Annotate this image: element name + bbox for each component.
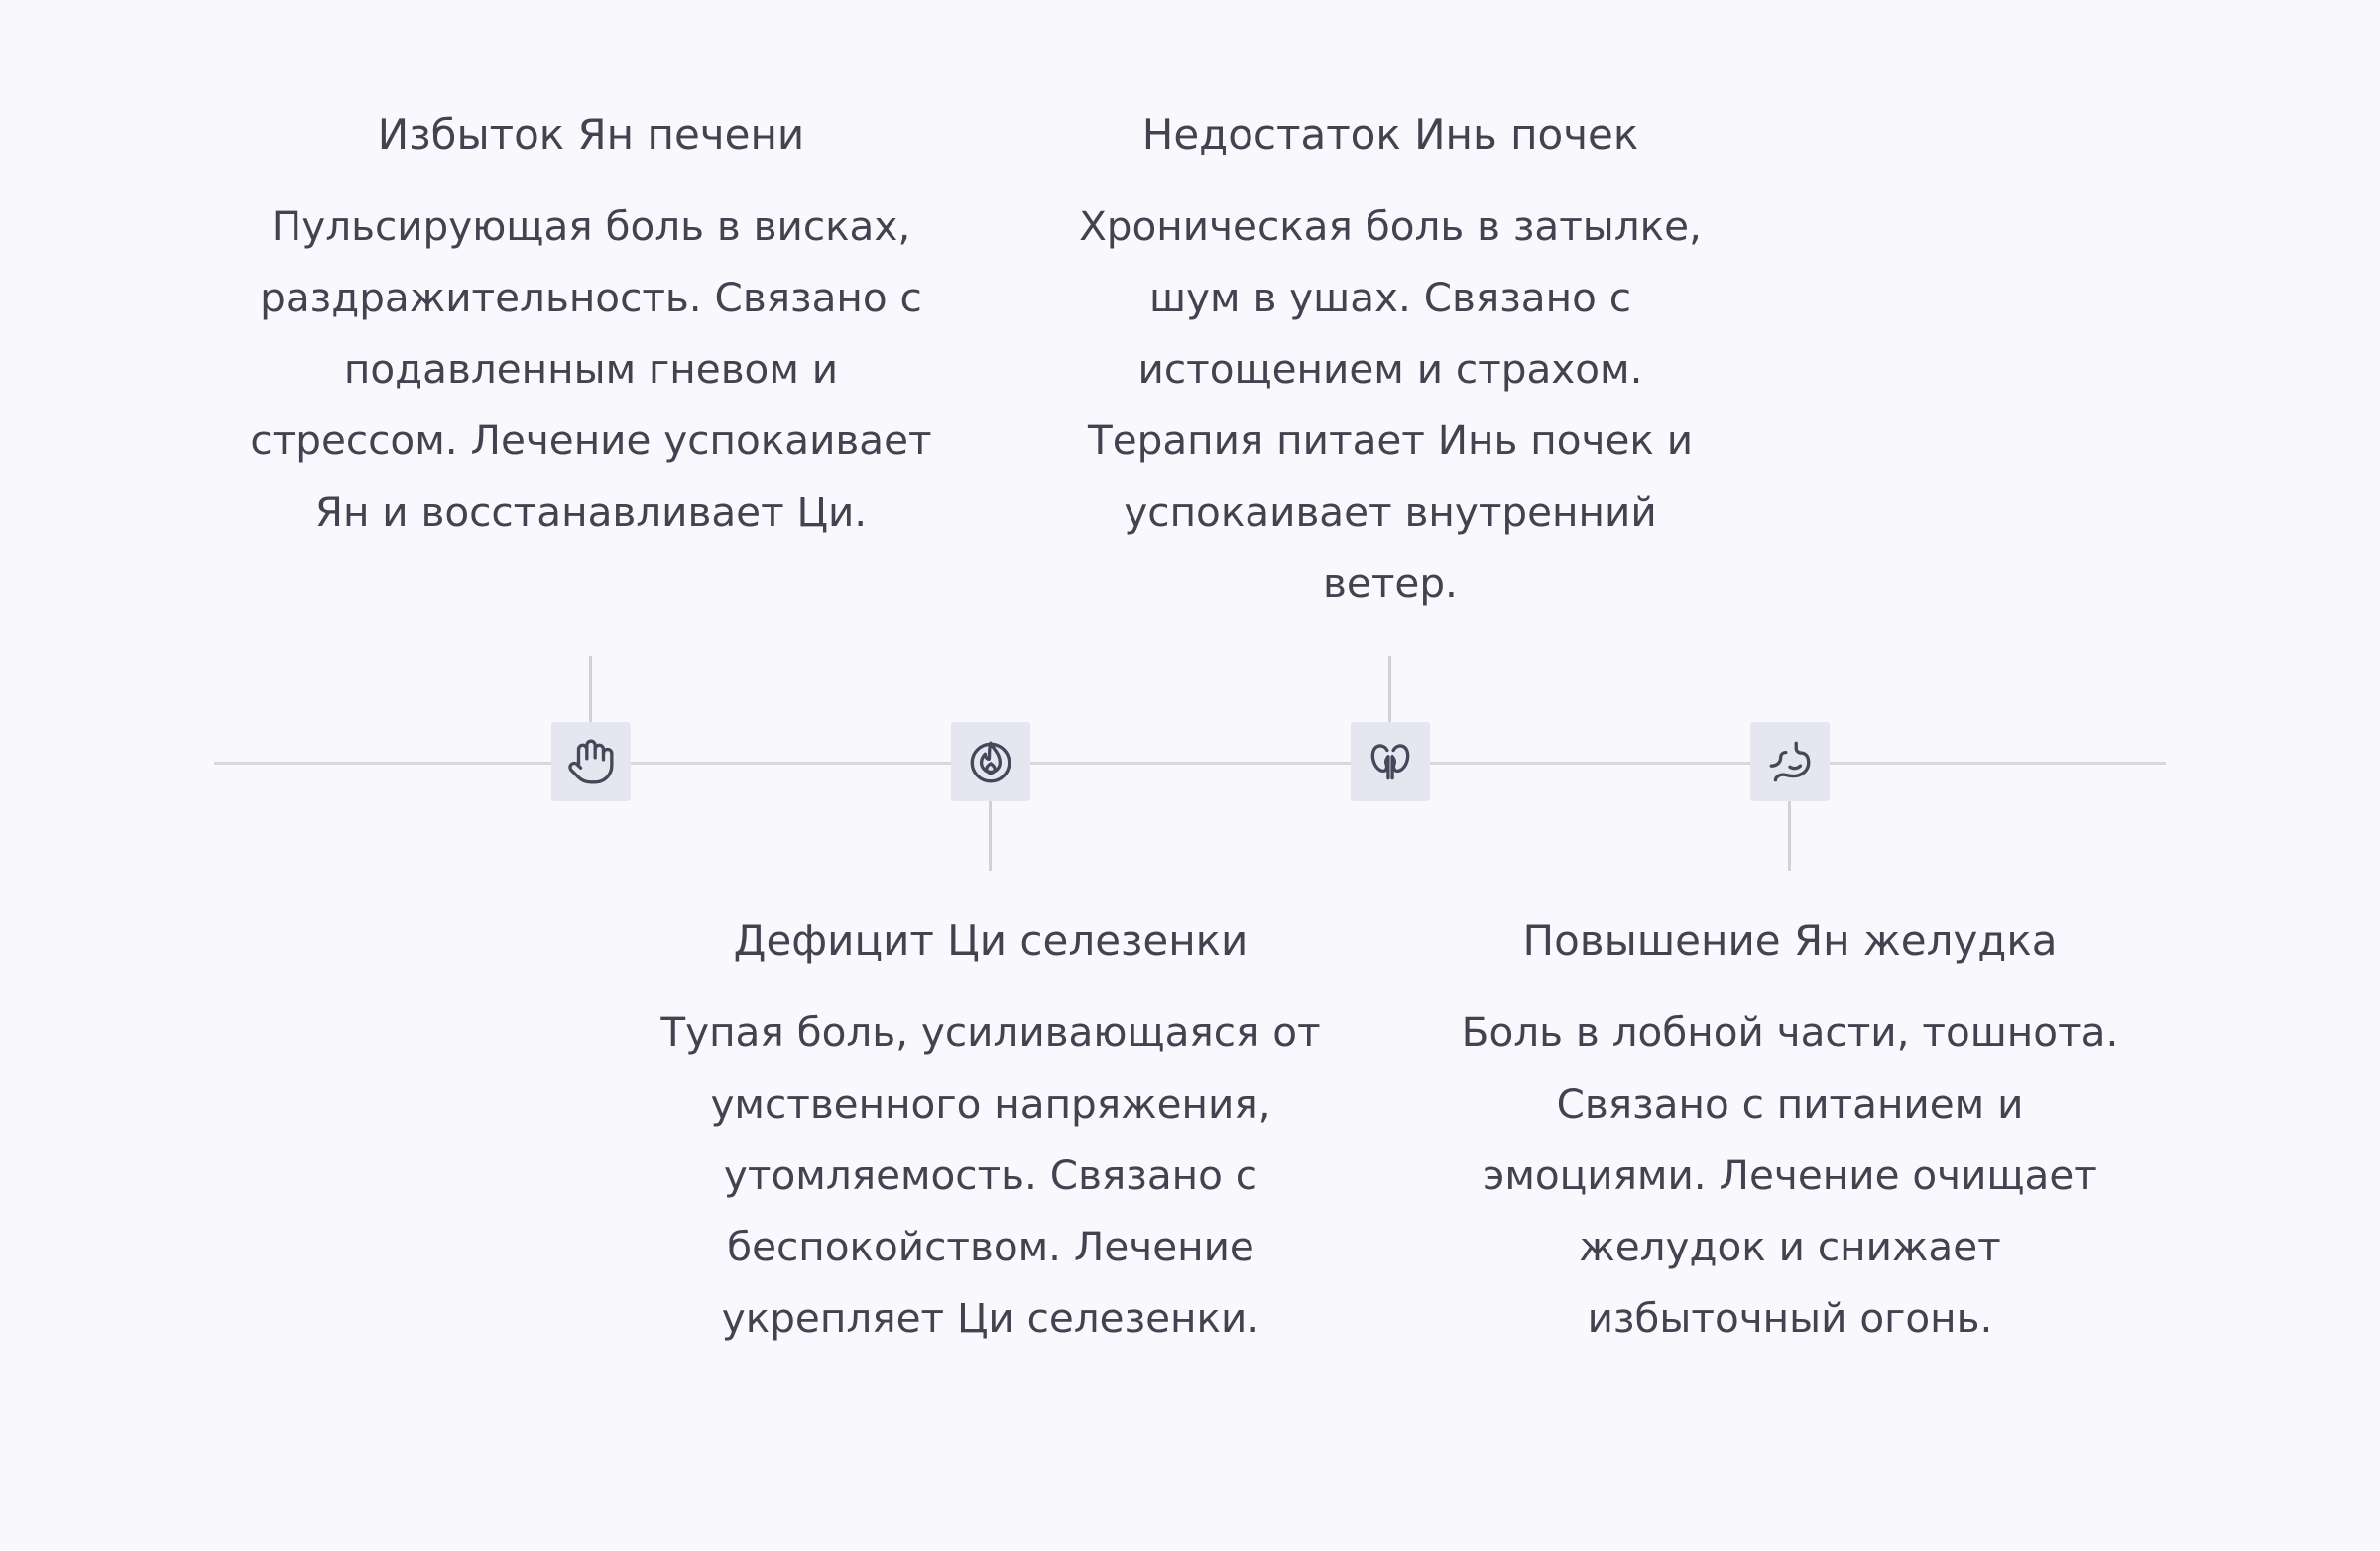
kidneys-icon [1366,737,1415,786]
timeline-card [1043,105,1737,619]
timeline-node [1351,722,1430,801]
connector-line [1388,656,1391,725]
card-description: Пульсирующая боль в висках, раздражительность. Связано с подавленным гневом и стрессом. Лечение успокаивает Ян и восстанавливает Ци. [250,202,932,536]
timeline-node [951,722,1030,801]
timeline-card [644,911,1338,1354]
connector-line [989,801,992,871]
card-title: Избыток Ян печени [377,110,805,159]
stomach-icon [1765,737,1815,786]
timeline-card [1443,911,2137,1354]
card-title: Дефицит Ци селезенки [733,916,1249,965]
timeline-node [1750,722,1830,801]
card-description: Тупая боль, усиливающаяся от умственного напряжения, утомляемость. Связано с беспокойством. Лечение укрепляет Ци селезенки. [660,1009,1321,1342]
connector-line [1788,801,1791,871]
timeline-node [551,722,631,801]
connector-line [589,656,592,725]
flame-icon [966,737,1015,786]
timeline-axis [214,762,2166,765]
card-title: Повышение Ян желудка [1522,916,2058,965]
card-description: Боль в лобной части, тошнота. Связано с питанием и эмоциями. Лечение очищает желудок и снижает избыточный огонь. [1461,1009,2119,1342]
timeline-card [244,105,938,547]
hand-icon [566,737,616,786]
card-title: Недостаток Инь почек [1141,110,1639,159]
card-description: Хроническая боль в затылке, шум в ушах. Связано с истощением и страхом. Терапия питает Инь почек и успокаивает внутренний ветер. [1079,202,1702,607]
